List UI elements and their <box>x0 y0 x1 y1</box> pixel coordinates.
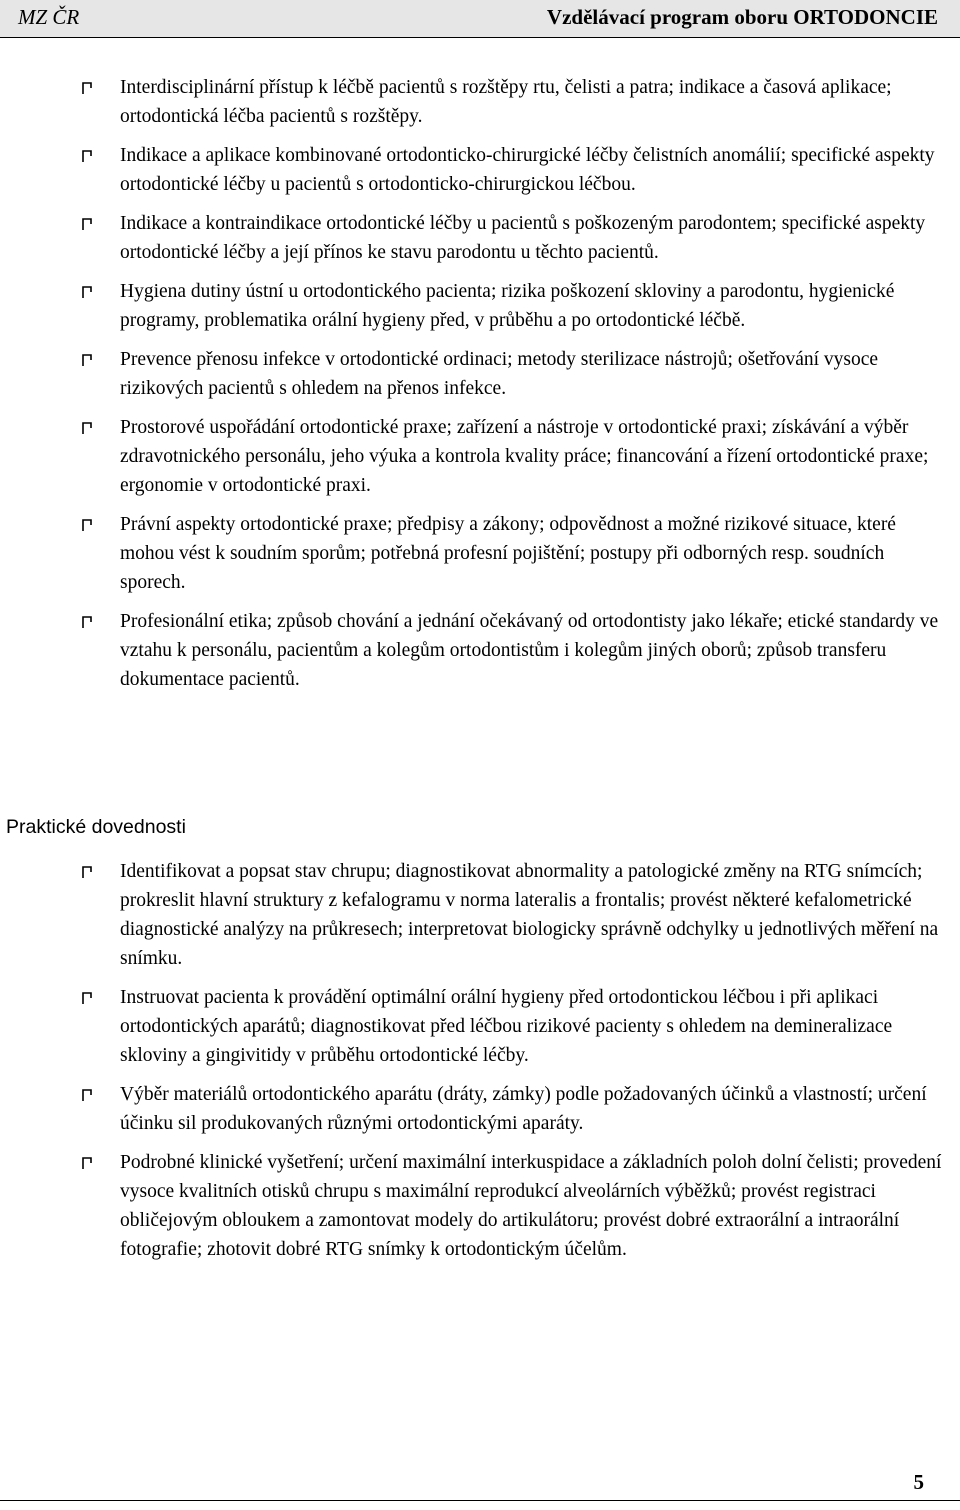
bullet-icon <box>82 519 92 532</box>
bullet-icon <box>82 992 92 1005</box>
header-ministry: MZ ČR <box>18 5 80 29</box>
page-header <box>0 0 960 38</box>
list-item <box>0 857 960 973</box>
list-item <box>0 345 960 403</box>
list-item <box>0 983 960 1070</box>
bullet-icon <box>82 616 92 629</box>
list-item <box>0 1148 960 1264</box>
list-item-text: Prostorové uspořádání ortodontické praxe; zařízení a nástroje v ortodontické praxi; získávání a výběr zdravotnického personálu, jeho výuka a kontrola kvality práce; financování a řízení ortodontické praxe; ergonomie v ortodontické praxi. <box>120 417 929 496</box>
list-item-text: Identifikovat a popsat stav chrupu; diagnostikovat abnormality a patologické změny na RTG snímcích; prokreslit hlavní struktury z kefalogramu v norma lateralis a frontalis; provést některé kefalometrické diagnostické analýzy na průkresech; interpretovat biologicky správně odchylky u jednotlivých měření na snímku. <box>120 861 939 969</box>
bullet-icon <box>82 286 92 299</box>
list-item <box>0 141 960 199</box>
section-heading: Praktické dovednosti <box>6 816 186 838</box>
bullet-icon <box>82 422 92 435</box>
list-item-text: Profesionální etika; způsob chování a jednání očekávaný od ortodontisty jako lékaře; etické standardy ve vztahu k personálu, pacientům a kolegům ortodontistům i kolegům jiných oborů; způsob transferu dokumentace pacientů. <box>120 611 939 690</box>
bullet-icon <box>82 150 92 163</box>
bullet-icon <box>82 82 92 95</box>
page-number: 5 <box>913 1470 924 1494</box>
bullet-icon <box>82 218 92 231</box>
bullet-icon <box>82 1157 92 1170</box>
list-item <box>0 607 960 694</box>
list-item-text: Právní aspekty ortodontické praxe; předpisy a zákony; odpovědnost a možné rizikové situace, které mohou vést k soudním sporům; potřebná profesní pojištění; postupy při odborných resp. soudních sporech. <box>120 514 896 593</box>
list-item <box>0 413 960 500</box>
list-item <box>0 510 960 597</box>
list-item-text: Hygiena dutiny ústní u ortodontického pacienta; rizika poškození skloviny a parodontu, hygienické programy, problematika orální hygieny před, v průběhu a po ortodontické léčbě. <box>120 281 895 331</box>
list-item <box>0 1080 960 1138</box>
bullet-icon <box>82 1089 92 1102</box>
list-item <box>0 209 960 267</box>
list-item-text: Výběr materiálů ortodontického aparátu (dráty, zámky) podle požadovaných účinků a vlastností; určení účinku sil produkovaných různými ortodontickými aparáty. <box>120 1084 927 1134</box>
list-item-text: Indikace a aplikace kombinované ortodonticko-chirurgické léčby čelistních anomálií; specifické aspekty ortodontické léčby u pacientů s ortodonticko-chirurgickou léčbou. <box>120 145 935 195</box>
topic-list <box>0 73 960 704</box>
list-item-text: Prevence přenosu infekce v ortodontické ordinaci; metody sterilizace nástrojů; ošetřování vysoce rizikových pacientů s ohledem na přenos infekce. <box>120 349 879 399</box>
list-item <box>0 73 960 131</box>
header-title: Vzdělávací program oboru ORTODONCIE <box>546 5 938 29</box>
list-item-text: Podrobné klinické vyšetření; určení maximální interkuspidace a základních poloh dolní čelisti; provedení vysoce kvalitních otisků chrupu s maximální reprodukcí alveolárních výběžků; provést registraci obličejovým obloukem a zamontovat modely do artikulátoru; provést dobré extraorální a intraorální fotografie; zhotovit dobré RTG snímky k ortodontickým účelům. <box>120 1152 942 1260</box>
list-item-text: Indikace a kontraindikace ortodontické léčby u pacientů s poškozeným parodontem; specifické aspekty ortodontické léčby a její přínos ke stavu parodontu u těchto pacientů. <box>120 213 926 263</box>
bullet-icon <box>82 354 92 367</box>
list-item <box>0 277 960 335</box>
list-item-text: Instruovat pacienta k provádění optimální orální hygieny před ortodontickou léčbou i při aplikaci ortodontických aparátů; diagnostikovat před léčbou rizikové pacienty s ohledem na demineralizace skloviny a gingivitidy v průběhu ortodontické léčby. <box>120 987 893 1066</box>
footer-rule <box>0 1500 960 1501</box>
skills-list <box>0 857 960 1274</box>
bullet-icon <box>82 866 92 879</box>
list-item-text: Interdisciplinární přístup k léčbě pacientů s rozštěpy rtu, čelisti a patra; indikace a časová aplikace; ortodontická léčba pacientů s rozštěpy. <box>120 77 892 127</box>
